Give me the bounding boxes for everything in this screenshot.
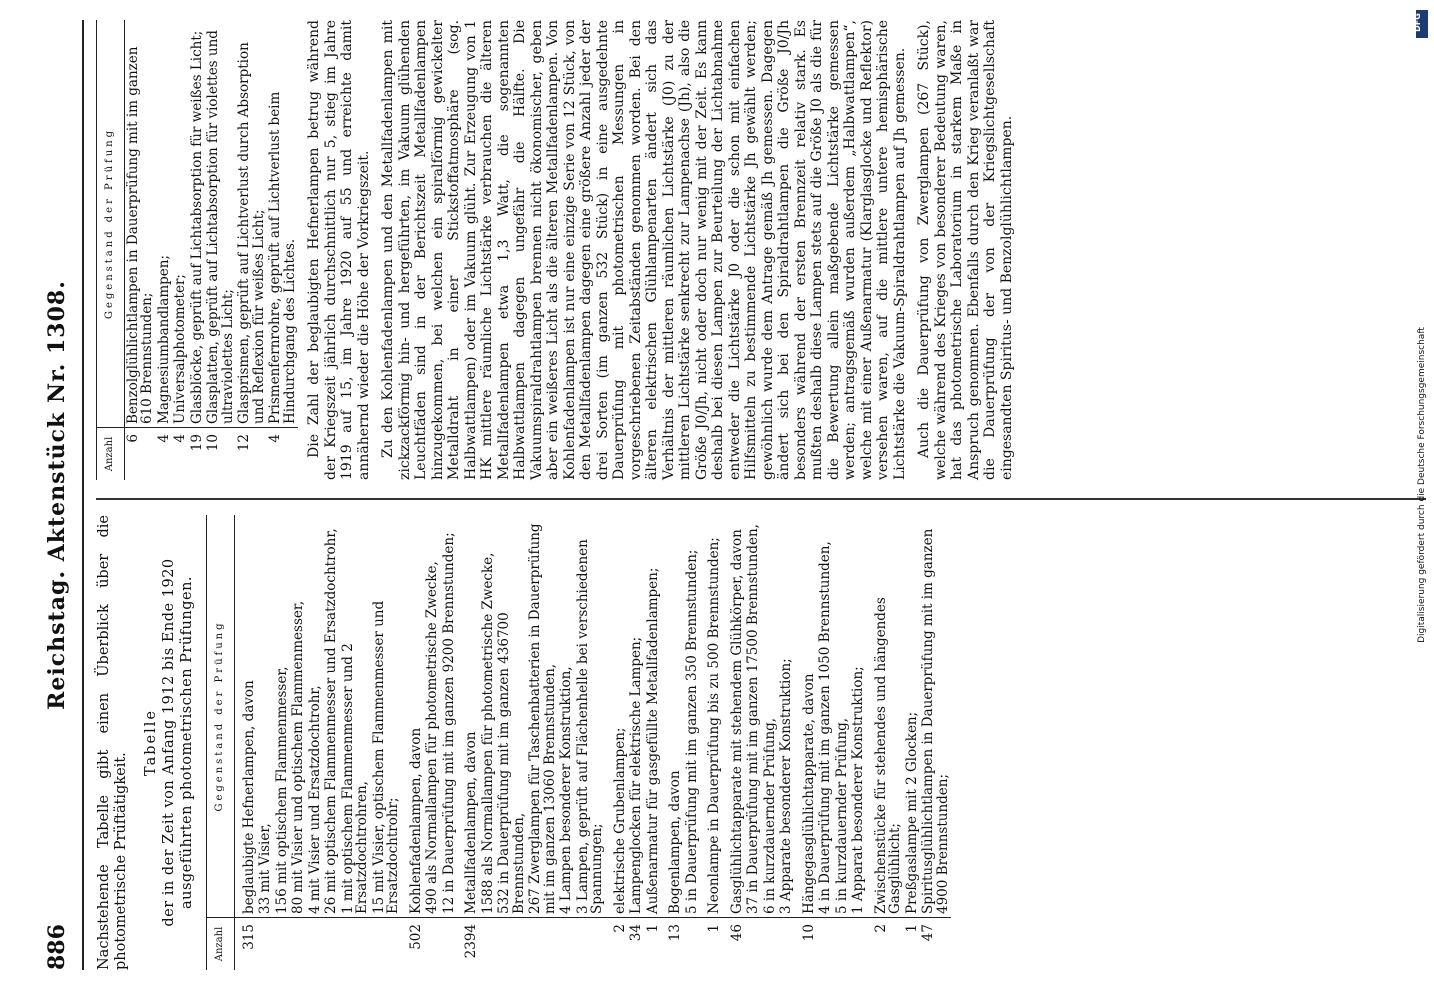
row-subject: 37 in Dauerprüfung mit im ganzen 17500 Brennstunden, <box>745 524 761 914</box>
column-header-count: Anzahl <box>207 918 235 971</box>
row-count <box>778 918 795 971</box>
row-subject: 26 mit optischem Flammenmesser und Ersatzdochtrohr, <box>323 528 339 914</box>
column-divider <box>96 499 1426 501</box>
row-subject: Hängegasglühlichtapparate, davon <box>800 673 817 914</box>
row-subject: Glasplatten, geprüft auf Lichtabsorption für violettes und ultraviolettes Licht; <box>205 30 236 424</box>
table-row <box>234 515 257 970</box>
row-subject: 15 mit Visier, optischem Flammenmesser und Ersatzdochtrohr; <box>370 600 401 914</box>
table-row <box>274 515 291 970</box>
row-subject: Außenarmatur für gasgefüllte Metallfadenlampen; <box>644 567 661 914</box>
row-subject: Kohlenfadenlampen, davon <box>407 727 424 914</box>
paragraph: Die Zahl der beglaubigten Hefnerlampen betrug während der Kriegszeit jährlich durchschnittlich nur 5, stieg im Jahre 1919 auf 15, im Jahre 1920 auf 55 und erreichte damit annähernd wieder die Höhe der Vorkriegszeit. <box>306 20 372 480</box>
row-count <box>817 918 834 971</box>
row-count <box>340 918 371 971</box>
row-count: 1 <box>904 918 921 971</box>
column-header-subject: Gegenstand der Prüfung <box>207 515 235 918</box>
row-subject: Neonlampe in Dauerprüfung bis zu 500 Brennstunden; <box>706 537 722 914</box>
row-subject: beglaubigte Hefnerlampen, davon <box>240 680 257 914</box>
rotated-page-content <box>40 20 1430 970</box>
table-title <box>142 515 196 970</box>
row-subject: Metallfadenlampen, davon <box>463 731 479 914</box>
dfg-logo: DFG <box>1416 10 1428 38</box>
row-subject: Glasprismen, geprüft auf Lichtverlust durch Absorption und Reflexion für weißes Licht; <box>236 42 267 424</box>
row-count <box>307 918 324 971</box>
row-subject: elektrische Grubenlampen; <box>611 727 628 914</box>
table-row <box>700 515 723 970</box>
row-count: 4 <box>172 428 189 481</box>
table-row <box>817 515 834 970</box>
table-row <box>920 515 951 970</box>
table-row <box>904 515 921 970</box>
row-count <box>323 918 340 971</box>
row-subject: 4 Lampen besonderer Konstruktion, <box>558 666 574 914</box>
row-count <box>424 918 441 971</box>
row-subject: 490 als Normallampen für photometrische Zwecke, <box>424 561 440 914</box>
row-subject: Benzolglühlichtlampen in Dauerprüfung mit im ganzen 610 Brennstunden; <box>124 46 155 424</box>
table-row <box>723 515 746 970</box>
row-count <box>441 918 458 971</box>
row-subject: Zwischenstücke für stehendes und hängendes Gasglühlicht; <box>872 597 903 914</box>
row-subject: Spiritusglühlichtlampen in Dauerprüfung mit im ganzen 4900 Brennstunden; <box>920 528 951 914</box>
row-count <box>850 918 867 971</box>
column-header-subject: Gegenstand der Prüfung <box>97 20 125 428</box>
row-subject: Gasglühlichtapparate mit stehendem Glühkörper, davon <box>728 529 745 914</box>
row-subject: 33 mit Visier, <box>257 823 273 914</box>
table-row <box>267 20 298 480</box>
row-count: 10 <box>795 918 818 971</box>
row-subject: Glasblöcke, geprüft auf Lichtabsorption für weißes Licht; <box>188 30 205 424</box>
row-count <box>274 918 291 971</box>
row-count: 12 <box>236 428 267 481</box>
row-count: 4 <box>156 428 173 481</box>
table-row <box>323 515 340 970</box>
row-count: 4 <box>267 428 298 481</box>
row-subject: 5 in Dauerprüfung mit im ganzen 350 Brennstunden; <box>683 549 700 914</box>
header-rule <box>82 20 84 970</box>
row-subject: 156 mit optischem Flammenmesser, <box>273 666 290 914</box>
table-row <box>795 515 818 970</box>
table-row <box>628 515 645 970</box>
row-count: 13 <box>661 918 684 971</box>
row-subject: 1588 als Normallampen für photometrische Zwecke, <box>479 552 496 914</box>
right-table <box>96 20 298 480</box>
table-row <box>172 20 189 480</box>
table-row <box>290 515 307 970</box>
row-count: 2 <box>867 918 904 971</box>
row-subject: 1 Apparat besonderer Konstruktion; <box>850 666 866 914</box>
table-row <box>424 515 441 970</box>
row-count: 2 <box>606 918 629 971</box>
row-subject: 3 Lampen, geprüft auf Flächenhelle bei verschiedenen Spannungen; <box>574 539 605 914</box>
table-row <box>778 515 795 970</box>
row-subject: 3 Apparate besonderer Konstruktion; <box>778 658 794 914</box>
table-row <box>340 515 371 970</box>
row-subject: Universalphotometer; <box>172 274 188 424</box>
table-row <box>441 515 458 970</box>
table-row <box>558 515 575 970</box>
row-count <box>480 918 497 971</box>
row-count <box>575 918 606 971</box>
table-row <box>661 515 684 970</box>
row-count: 19 <box>189 428 206 481</box>
table-row <box>850 515 867 970</box>
table-row <box>745 515 762 970</box>
table-row <box>457 515 480 970</box>
row-subject: 12 in Dauerprüfung mit im ganzen 9200 Brennstunden; <box>440 532 457 914</box>
row-count: 46 <box>723 918 746 971</box>
row-subject: 80 mit Visier und optischem Flammenmesser, <box>290 600 306 914</box>
table-row <box>371 515 402 970</box>
row-count: 502 <box>402 918 425 971</box>
row-subject: Prismenfernrohre, geprüft auf Lichtverlust beim Hindurchgang des Lichtes. <box>267 91 298 424</box>
table-row <box>575 515 606 970</box>
table-row <box>156 20 173 480</box>
left-column <box>96 515 951 970</box>
table-row <box>402 515 425 970</box>
table-row <box>834 515 851 970</box>
right-column <box>96 20 1015 480</box>
table-row <box>867 515 904 970</box>
table-row <box>189 20 206 480</box>
paragraph: Auch die Dauerprüfung von Zwerglampen (267 Stück), welche während des Krieges von besonderer Bedeutung waren, hat das photometrische Laboratorium in starkem Maße in Anspruch genommen. Ebenfalls durch den Krieg veranlaßt war die Dauerprüfung der von der Kriegslichtgesellschaft eingesandten Spiritus- und Benzolglühlichtlampen. <box>916 20 1015 480</box>
table-row <box>527 515 558 970</box>
row-subject: 267 Zwerglampen für Taschenbatterien in Dauerprüfung mit im ganzen 13060 Brennstunden, <box>527 523 558 914</box>
table-title-line: ausgeführten photometrischen Prüfungen. <box>179 575 195 910</box>
row-subject: 4 mit Visier und Ersatzdochtrohr, <box>306 685 323 914</box>
row-count <box>834 918 851 971</box>
row-subject: Magnesiumbandlampen; <box>155 254 172 424</box>
table-row <box>645 515 662 970</box>
table-row <box>684 515 701 970</box>
row-count <box>290 918 307 971</box>
table-row <box>606 515 629 970</box>
row-subject: 1 mit optischem Flammenmesser und 2 Ersatzdochtrohren, <box>339 643 370 914</box>
row-count <box>684 918 701 971</box>
page-header <box>40 20 80 970</box>
digitization-credit-text: Digitalisierung gefördert durch die Deutsche Forschungsgemeinschaft <box>1417 327 1427 643</box>
row-count <box>527 918 558 971</box>
row-count: 1 <box>700 918 723 971</box>
row-count <box>762 918 779 971</box>
row-count: 34 <box>628 918 645 971</box>
row-count: 1 <box>645 918 662 971</box>
digitization-credit <box>1412 10 1428 970</box>
row-subject: 4 in Dauerprüfung mit im ganzen 1050 Brennstunden, <box>817 541 833 914</box>
left-table <box>206 515 951 970</box>
table-row <box>480 515 497 970</box>
table-row <box>124 20 156 480</box>
table-title-line: der in der Zeit von Anfang 1912 bis Ende 1920 <box>161 558 177 927</box>
intro-text: Nachstehende Tabelle gibt einen Überblick über die photometrische Prüftätigkeit. <box>96 515 129 970</box>
row-subject: 6 in kurzdauernder Prüfung, <box>761 717 778 914</box>
row-subject: Lampenglocken für elektrische Lampen; <box>628 636 644 914</box>
row-subject: 5 in kurzdauernder Prüfung, <box>833 717 850 914</box>
row-subject: 532 in Dauerprüfung mit im ganzen 436700 Brennstunden, <box>496 612 527 914</box>
row-count: 6 <box>124 428 156 481</box>
row-count: 10 <box>205 428 236 481</box>
row-count <box>257 918 274 971</box>
page-number: 886 <box>44 924 70 970</box>
row-subject: Preßgaslampe mit 2 Glocken; <box>903 711 920 914</box>
table-title-line: Tabelle <box>143 709 159 776</box>
table-row <box>257 515 274 970</box>
row-count <box>496 918 527 971</box>
table-row <box>762 515 779 970</box>
row-count: 47 <box>920 918 951 971</box>
row-subject: Bogenlampen, davon <box>667 770 683 914</box>
row-count <box>371 918 402 971</box>
table-row <box>307 515 324 970</box>
table-row <box>236 20 267 480</box>
page-title: Reichstag. Aktenstück Nr. 1308. <box>44 280 70 710</box>
paragraph: Zu den Kohlenfadenlampen und den Metallfadenlampen mit zickzackförmig hin- und hergeführten, im Vakuum glühenden Leuchtfäden sind in der Berichtszeit Metallfadenlampen hinzugekommen, bei welchen ein spiralförmig gewickelter Metalldraht in einer Stickstoffatmosphäre (sog. Halbwattlampen) oder im Vakuum glüht. Zur Erzeugung von 1 HK mittlere räumliche Lichtstärke verbrauchen die älteren Metallfadenlampen etwa 1,3 Watt, die sogenannten Halbwattlampen dagegen ungefähr die Hälfte. Die Vakuumspiraldrahtlampen brennen nicht ökonomischer, geben aber ein weißeres Licht als die älteren Metallfadenlampen. Von Kohlenfadenlampen ist nur eine einzige Serie von 12 Stück, von den Metallfadenlampen dagegen eine größere Anzahl jeder der drei Sorten (im ganzen 532 Stück) in eine ausgedehnte Dauerprüfung mit photometrischen Messungen in vorgeschriebenen Zeitabständen genommen worden. Bei den älteren elektrischen Glühlampenarten ändert sich das Verhältnis der mittleren räumlichen Lichtstärke (J0) zu der mittleren Lichtstärke senkrecht zur Lampenachse (Jh), also die Größe J0/Jh, nicht oder doch nur wenig mit der Zeit. Es kann deshalb bei diesen Lampen zur Beurteilung der Lichtabnahme entweder die Lichtstärke J0 oder die schon mit einfachen Hilfsmitteln zu bestimmende Lichtstärke Jh gewählt werden; gewöhnlich wurde dem Antrage gemäß Jh gemessen. Dagegen ändert sich bei den Spiraldrahtlampen die Größe J0/Jh besonders während der ersten Brennzeit relativ stark. Es mußten deshalb diese Lampen stets auf die Größe J0 als die für die Bewertung allein maßgebende Lichtstärke gemessen werden; antragsgemäß wurden außerdem „Halbwattlampen“, welche mit einer Außenarmatur (Klarglasglocke und Reflektor) versehen waren, auf die mittlere untere hemisphärische Lichtstärke die Vakuum-Spiraldrahtlampen auf Jh gemessen. <box>380 20 908 480</box>
table-row <box>205 20 236 480</box>
column-header-count: Anzahl <box>97 428 125 481</box>
row-count <box>558 918 575 971</box>
table-row <box>496 515 527 970</box>
row-count <box>745 918 762 971</box>
row-count: 2394 <box>457 918 480 971</box>
row-count: 315 <box>234 918 257 971</box>
